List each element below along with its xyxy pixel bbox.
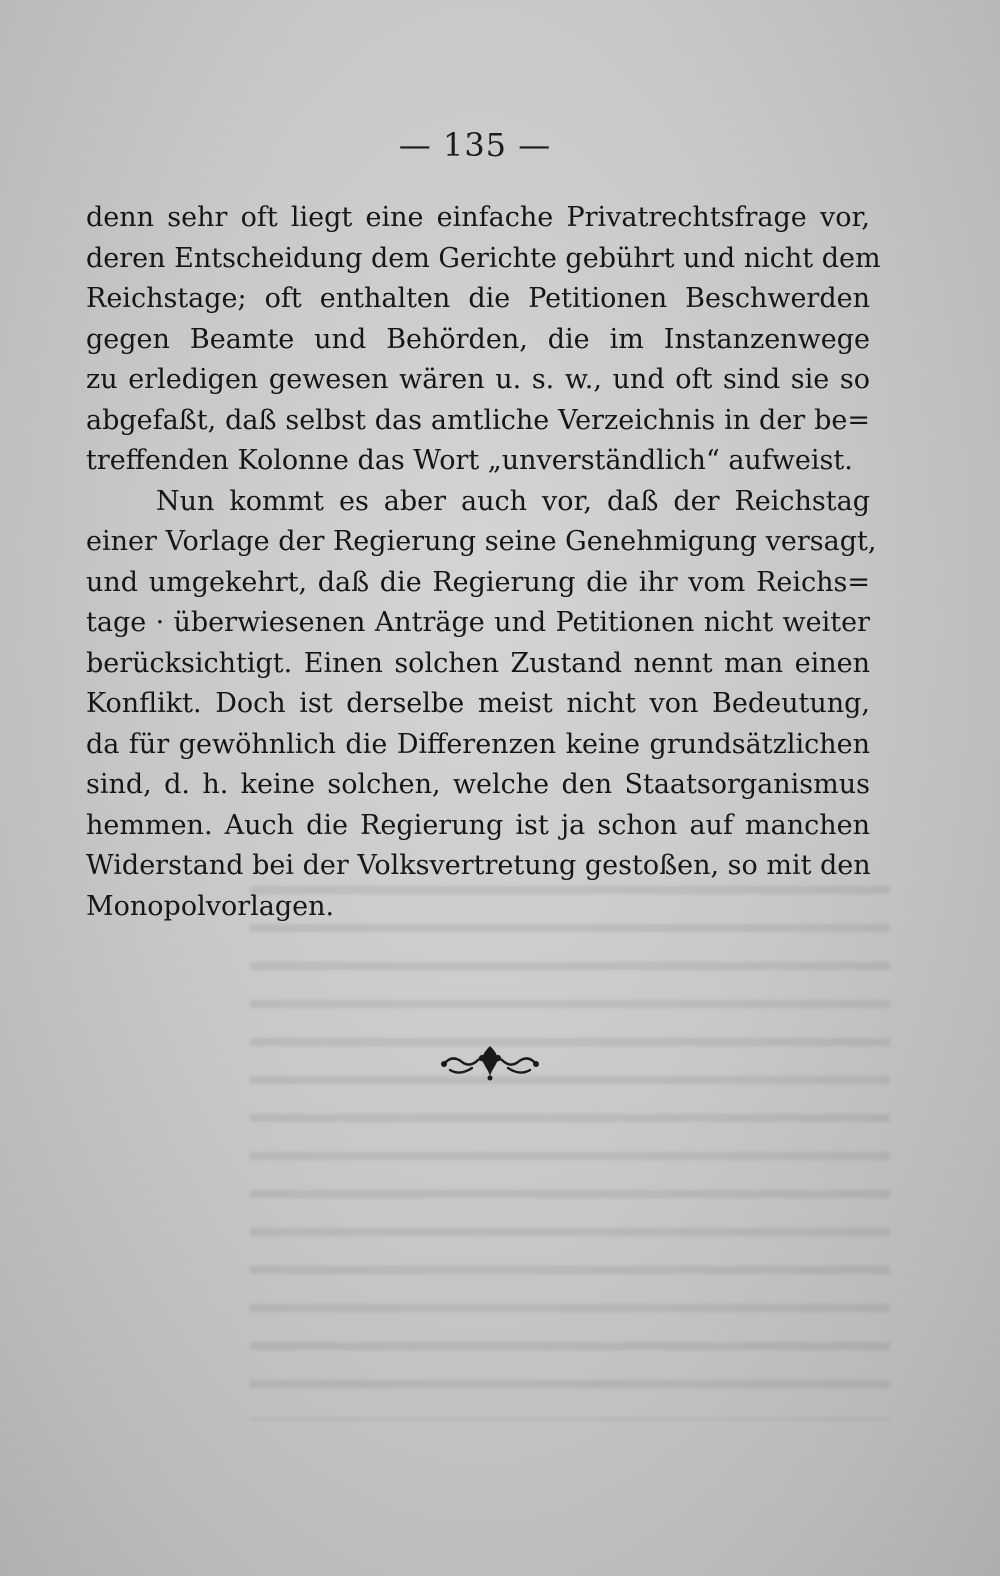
text-line: hemmen. Auch die Regierung ist ja schon auf manchen [86, 809, 870, 841]
text-line: berücksichtigt. Einen solchen Zustand nennt man einen [86, 647, 870, 679]
page-number: — 135 — [398, 126, 552, 164]
text-line: Reichstage; oft enthalten die Petitionen Beschwerden [86, 283, 870, 314]
text-line: und umgekehrt, daß die Regierung die ihr vom Reichs= [86, 566, 870, 598]
text-line: da für gewöhnlich die Differenzen keine grundsätzlichen [86, 728, 870, 760]
body-text [86, 198, 881, 927]
text-line: denn sehr oft liegt eine einfache Privatrechtsfrage vor, [86, 202, 870, 233]
text-line: abgefaßt, daß selbst das amtliche Verzeichnis in der be= [86, 404, 870, 436]
text-line: Monopolvorlagen. [86, 890, 335, 922]
text-line: Nun kommt es aber auch vor, daß der Reichstag [156, 485, 870, 517]
text-line: Konflikt. Doch ist derselbe meist nicht von Bedeutung, [86, 688, 870, 719]
text-line: treffenden Kolonne das Wort „unverständlich“ aufweist. [86, 445, 853, 476]
text-line: tage · überwiesenen Anträge und Petitionen nicht weiter [86, 607, 870, 638]
text-line: gegen Beamte und Behörden, die im Instanzenwege [86, 323, 870, 355]
reverse-page-bleed-through [250, 860, 890, 1420]
text-line: Widerstand bei der Volksvertretung gestoßen, so mit den [86, 850, 871, 881]
text-line: zu erledigen gewesen wären u. s. w., und oft sind sie so [86, 364, 870, 395]
text-line: einer Vorlage der Regierung seine Genehmigung versagt, [86, 526, 877, 557]
text-line: sind, d. h. keine solchen, welche den Staatsorganismus [86, 769, 870, 800]
text-line: deren Entscheidung dem Gerichte gebührt und nicht dem [86, 242, 881, 274]
fleuron-icon [440, 1040, 540, 1082]
